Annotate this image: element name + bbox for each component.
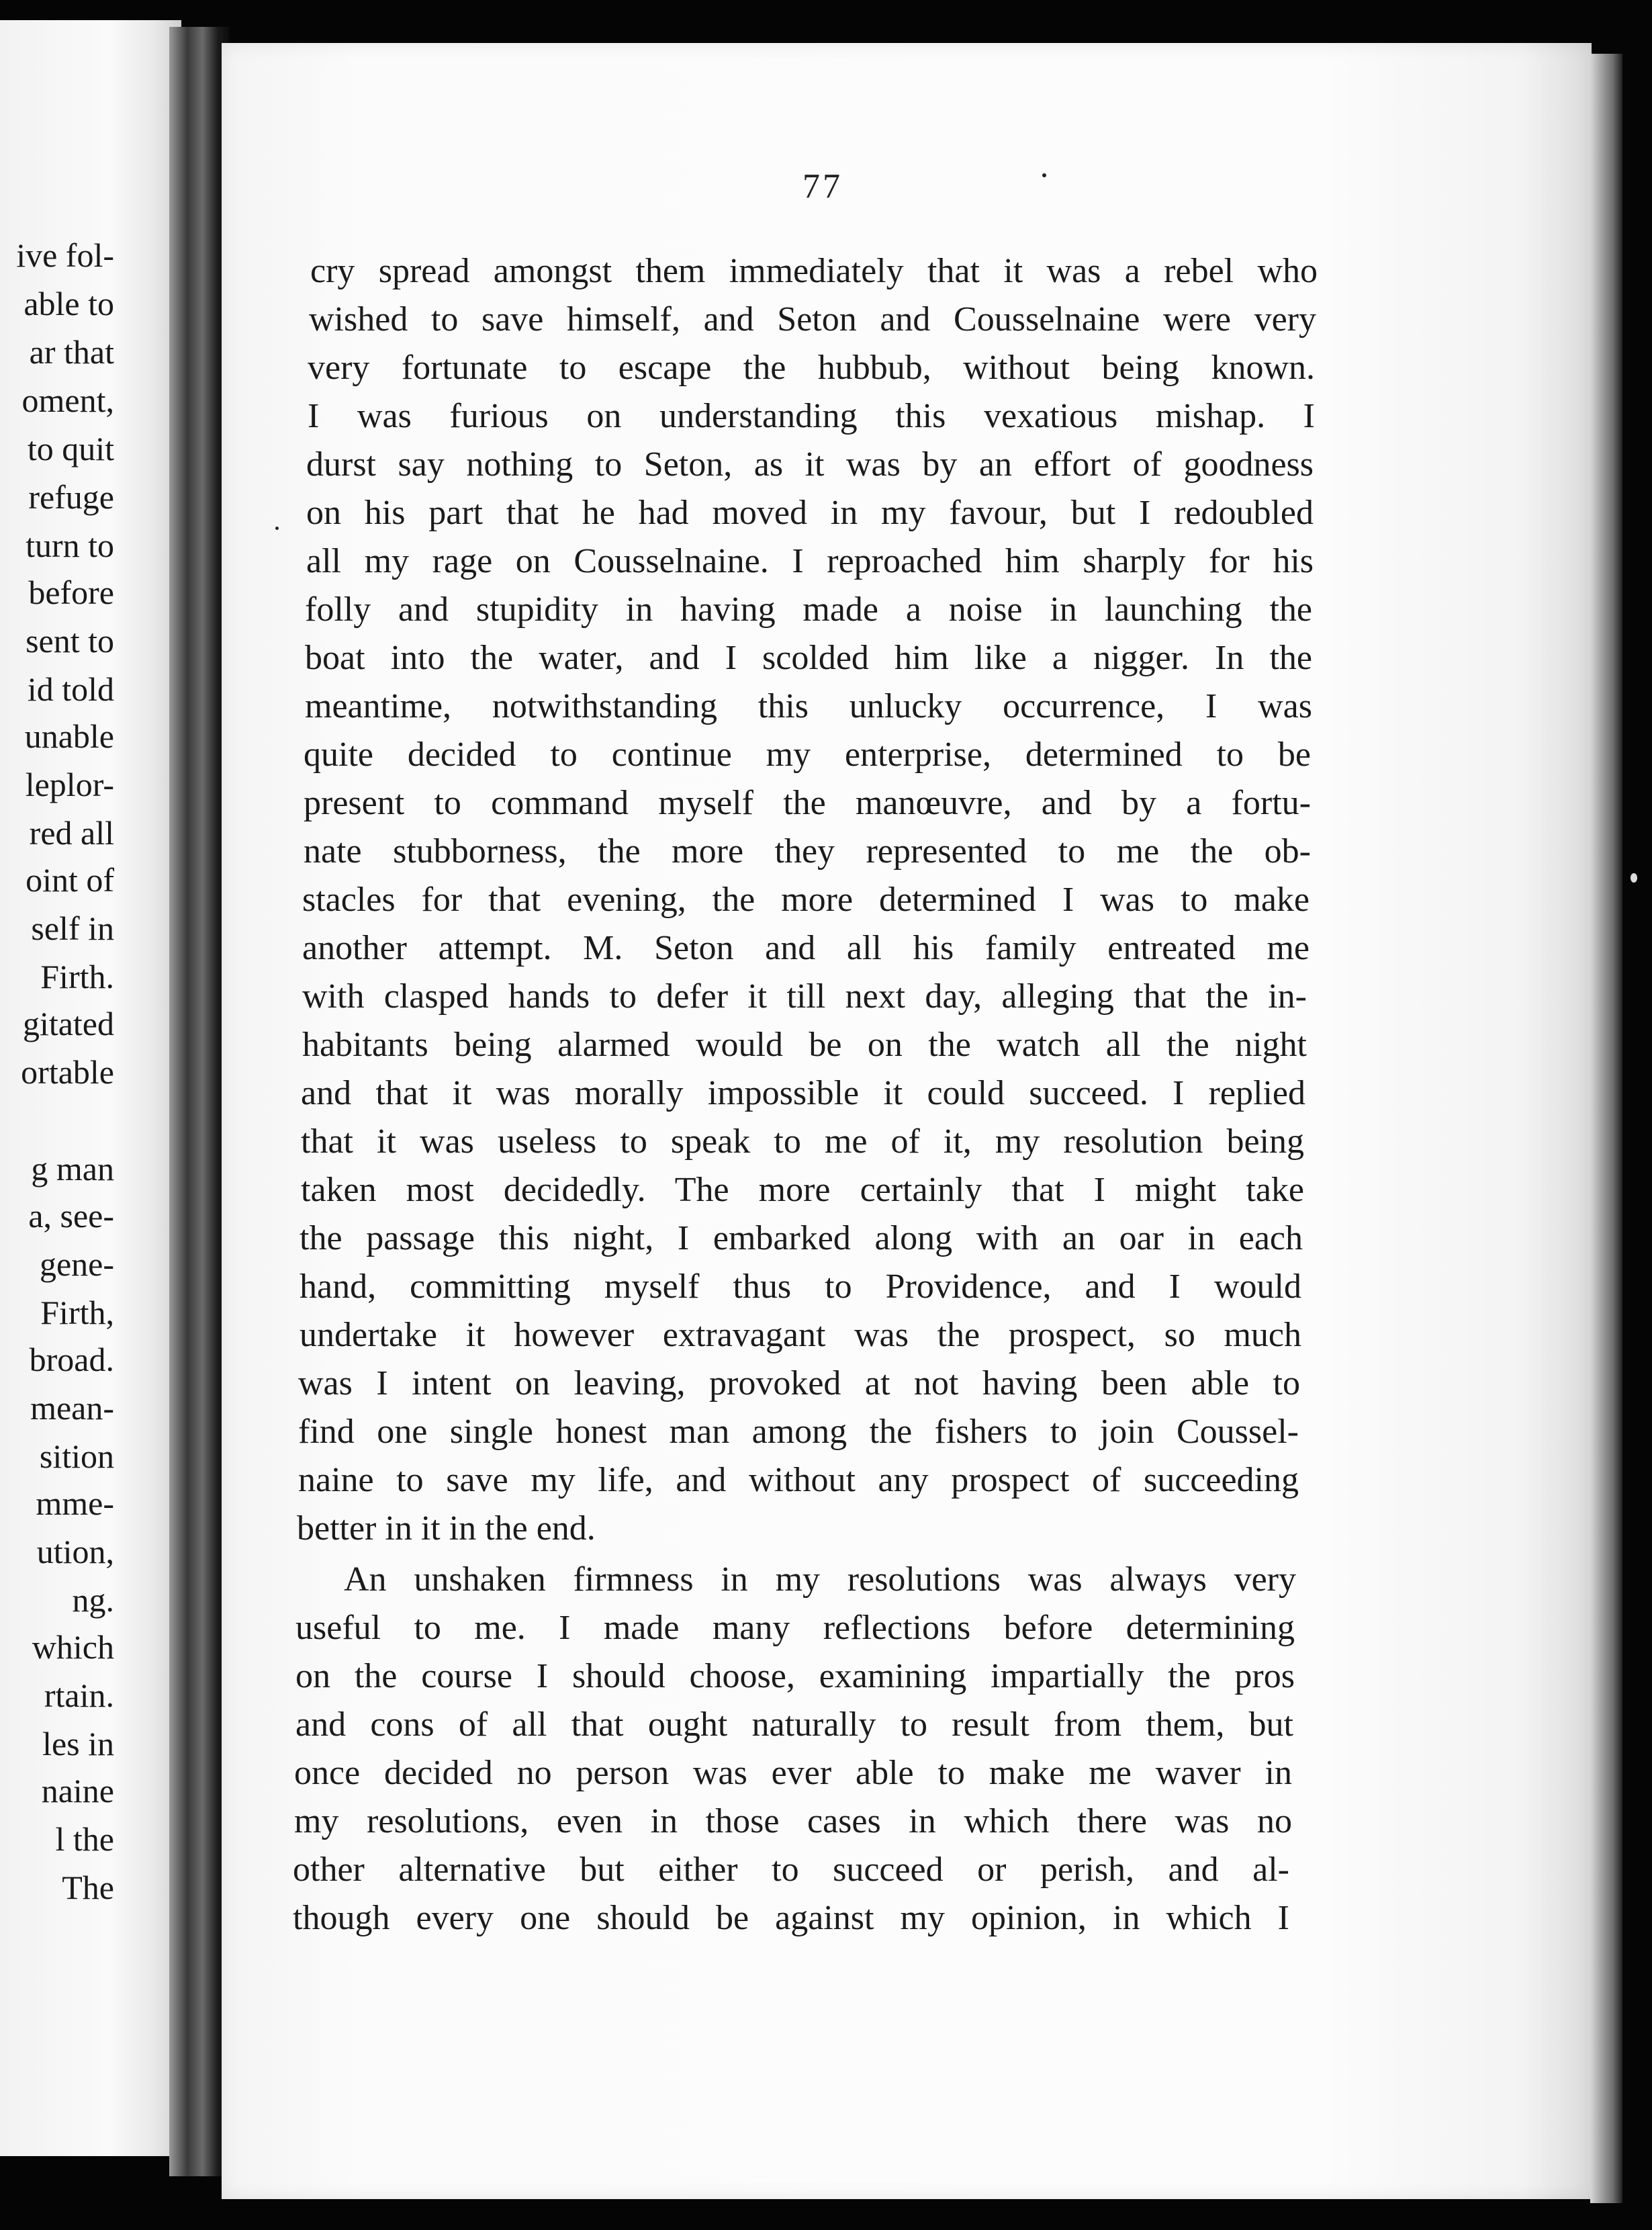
body-line: taken most decidedly. The more certainly that I might take: [301, 1171, 1304, 1209]
body-line: cry spread amongst them immediately that it was a rebel who: [310, 252, 1318, 290]
left-fragment-line: broad.: [29, 1341, 114, 1378]
left-fragment-line: Firth.: [40, 958, 114, 995]
left-fragment-line: ortable: [21, 1053, 114, 1091]
body-line: wished to save himself, and Seton and Cousselnaine were very: [309, 300, 1316, 339]
body-line: undertake it however extravagant was the prospect, so much: [300, 1316, 1301, 1354]
body-line: quite decided to continue my enterprise, determined to be: [304, 735, 1311, 774]
left-fragment-line: rtain.: [44, 1677, 114, 1714]
left-fragment-line: unable: [24, 717, 114, 755]
body-line: nate stubborness, the more they represented to me the ob-: [304, 832, 1311, 871]
left-fragment-line: red all: [29, 814, 114, 852]
body-line: once decided no person was ever able to make me waver in: [294, 1754, 1292, 1792]
left-fragment-line: which: [32, 1628, 114, 1666]
left-fragment-line: leplor-: [25, 766, 114, 803]
body-line: all my rage on Cousselnaine. I reproached him sharply for his: [306, 542, 1314, 580]
body-line: meantime, notwithstanding this unlucky occurrence, I was: [305, 687, 1312, 725]
left-fragment-line: mme-: [36, 1484, 114, 1522]
body-line: on his part that he had moved in my favour, but I redoubled: [306, 494, 1314, 532]
body-line: was I intent on leaving, provoked at not having been able to: [298, 1364, 1300, 1402]
body-line: habitants being alarmed would be on the watch all the night: [302, 1026, 1307, 1064]
body-line: I was furious on understanding this vexatious mishap. I: [308, 397, 1315, 435]
body-line: that it was useless to speak to me of it, my resolution being: [301, 1122, 1304, 1161]
body-line: on the course I should choose, examining impartially the pros: [295, 1657, 1295, 1695]
left-fragment-line: oint of: [26, 861, 114, 899]
scan-speck: [1631, 873, 1637, 883]
page-edge-shadow: [1590, 54, 1622, 2203]
body-line: durst say nothing to Seton, as it was by an effort of goodness: [306, 445, 1314, 484]
left-fragment-line: ng.: [72, 1581, 114, 1619]
left-fragment-line: ution,: [36, 1533, 114, 1570]
left-fragment-line: oment,: [21, 382, 114, 419]
left-fragment-line: ive fol-: [16, 236, 114, 274]
body-line: my resolutions, even in those cases in which there was no: [294, 1802, 1292, 1840]
left-fragment-line: les in: [42, 1725, 114, 1763]
facing-page-left: [0, 20, 181, 2156]
left-fragment-line: a, see-: [28, 1197, 114, 1235]
body-line: stacles for that evening, the more determined I was to make: [302, 881, 1310, 919]
left-fragment-line: self in: [31, 909, 114, 947]
body-line: another attempt. M. Seton and all his family entreated me: [302, 929, 1310, 967]
body-line: present to command myself the manœuvre, and by a fortu-: [304, 784, 1311, 822]
left-fragment-line: Firth,: [40, 1294, 114, 1331]
body-line: and cons of all that ought naturally to result from them, but: [295, 1705, 1293, 1744]
left-fragment-line: mean-: [30, 1389, 114, 1427]
body-line: hand, committing myself thus to Providence, and I would: [300, 1267, 1301, 1306]
left-fragment-line: naine: [41, 1772, 114, 1810]
left-fragment-line: gitated: [22, 1005, 114, 1042]
left-fragment-line: l the: [55, 1820, 114, 1858]
body-line: folly and stupidity in having made a noise in launching the: [305, 590, 1312, 629]
body-line: boat into the water, and I scolded him like a nigger. In the: [305, 639, 1312, 677]
left-fragment-line: refuge: [28, 478, 114, 516]
left-fragment-line: ar that: [29, 333, 114, 371]
body-line: useful to me. I made many reflections before determining: [295, 1609, 1295, 1647]
left-fragment-line: g man: [31, 1150, 114, 1188]
body-line: find one single honest man among the fishers to join Coussel-: [298, 1413, 1299, 1451]
scan-speck: [275, 527, 279, 530]
body-line: and that it was morally impossible it could succeed. I replied: [301, 1074, 1305, 1112]
left-fragment-line: id told: [27, 670, 114, 708]
left-fragment-line: to quit: [27, 430, 114, 467]
book-gutter: [169, 27, 230, 2176]
body-line: other alternative but either to succeed or perish, and al-: [293, 1850, 1289, 1889]
scan-speck: [1042, 173, 1046, 177]
left-fragment-line: sent to: [26, 622, 114, 660]
left-fragment-line: sition: [39, 1437, 114, 1475]
body-line: the passage this night, I embarked along with an oar in each: [300, 1219, 1303, 1257]
left-fragment-line: The: [62, 1869, 114, 1906]
left-fragment-line: able to: [24, 285, 114, 322]
body-line: An unshaken firmness in my resolutions was always very: [344, 1560, 1296, 1599]
left-fragment-line: turn to: [26, 527, 114, 564]
body-line: with clasped hands to defer it till next day, alleging that the in-: [302, 977, 1307, 1016]
body-line: better in it in the end.: [297, 1509, 596, 1548]
body-line: very fortunate to escape the hubbub, without being known.: [308, 349, 1315, 387]
page-number: 77: [802, 167, 843, 206]
left-fragment-line: before: [28, 574, 114, 611]
body-line: though every one should be against my opinion, in which I: [293, 1899, 1289, 1937]
body-line: naine to save my life, and without any prospect of succeeding: [298, 1461, 1299, 1499]
left-fragment-line: gene-: [39, 1245, 114, 1283]
